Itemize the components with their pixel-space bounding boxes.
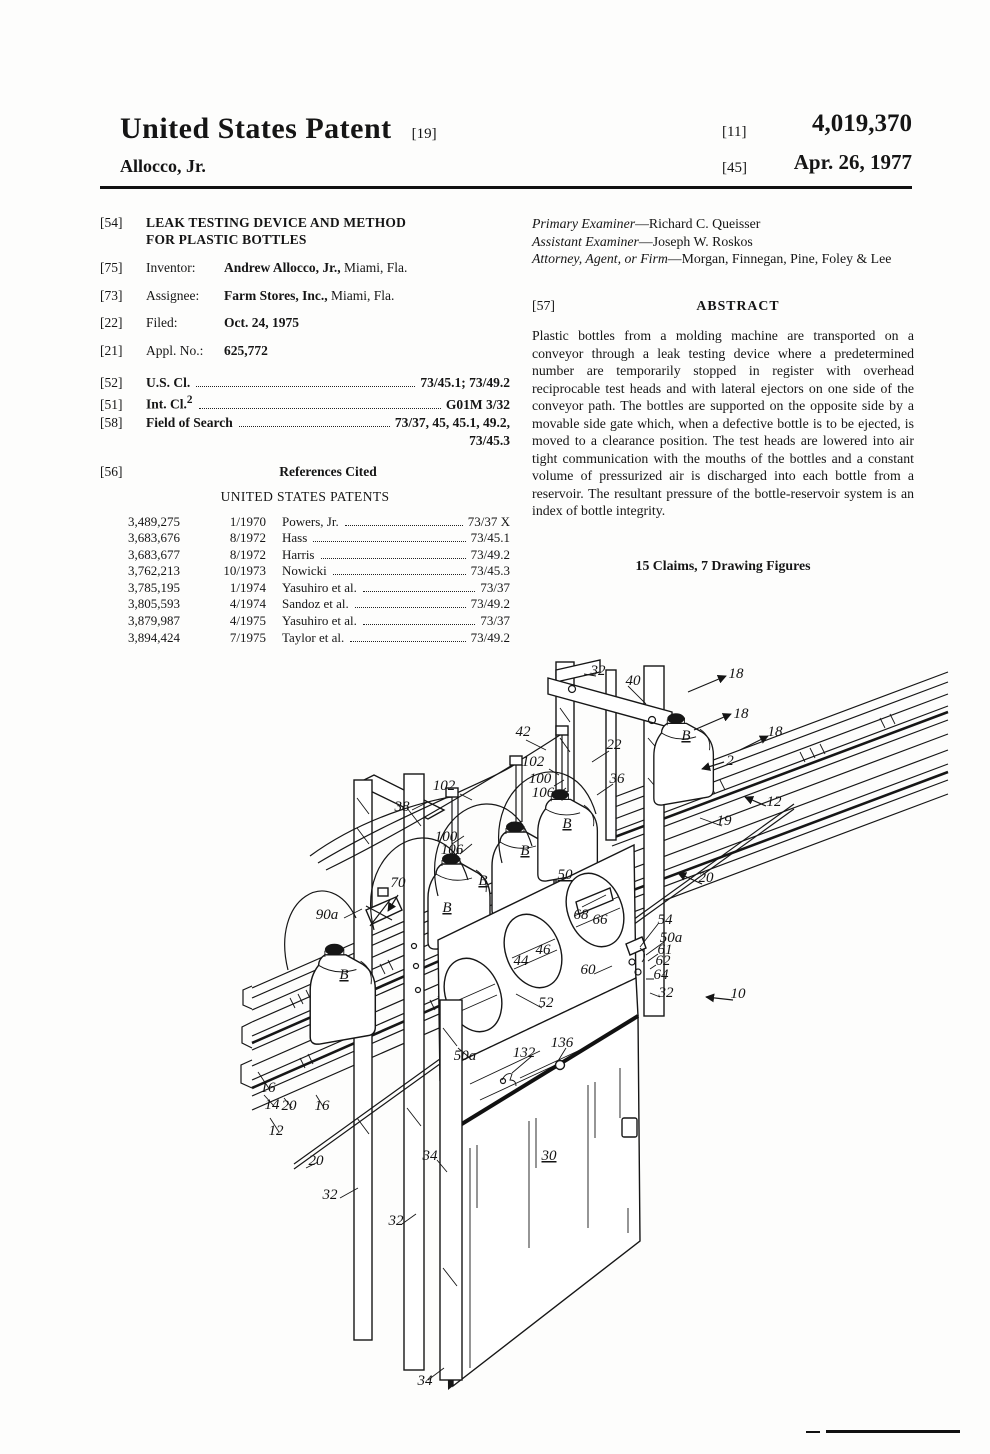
examiner-lines (532, 215, 914, 268)
patent-title-line (120, 112, 437, 146)
examiner-label: Primary Examiner (532, 216, 636, 231)
field-value-bold: 625,772 (224, 342, 268, 358)
references-subtitle: UNITED STATES PATENTS (220, 488, 390, 504)
figure-label: B (562, 816, 572, 832)
reference-number: 3,683,677 (128, 546, 180, 562)
patent-number: 4,019,370 (812, 110, 912, 137)
figure-label: 20 (698, 870, 714, 886)
reference-name: Taylor et al. (282, 629, 345, 645)
header-rule (100, 186, 912, 189)
figure-label: 61 (657, 942, 673, 958)
figure-label: 32 (658, 985, 674, 1001)
figure-label: 16 (260, 1080, 276, 1096)
reference-name: Yasuhiro et al. (282, 579, 357, 595)
bibliographic-field-row (100, 287, 510, 304)
reference-name: Hass (282, 530, 308, 546)
invention-title: LEAK TESTING DEVICE AND METHOD FOR PLASTIC BOTTLES (146, 215, 407, 247)
dotted-leader (363, 580, 476, 592)
field-tag: [57] (532, 297, 555, 313)
field-label: Inventor: (146, 260, 196, 275)
field-tag: [54] (100, 215, 123, 230)
figure-label: 34 (422, 1148, 438, 1164)
figure-label: B (681, 728, 691, 744)
dotted-leader (345, 514, 463, 526)
reference-row (100, 613, 510, 630)
figure-label: 50a (659, 930, 683, 946)
reference-class: 73/37 (480, 613, 510, 629)
reference-name: Harris (282, 546, 315, 562)
figure-label: 90a (315, 907, 339, 923)
examiner-line (532, 215, 914, 233)
reference-row (100, 630, 510, 647)
bibliographic-field-row (100, 259, 510, 276)
reference-number: 3,805,593 (128, 596, 180, 612)
field-value-rest: Miami, Fla. (327, 287, 395, 303)
reference-row (100, 563, 510, 580)
classification-value: 73/37, 45, 45.1, 49.2, (394, 414, 510, 430)
dotted-leader (196, 375, 415, 387)
figure-label: B (339, 967, 349, 983)
footer-rule (826, 1430, 960, 1433)
dotted-leader (350, 630, 465, 642)
field-tag: [58] (100, 414, 123, 430)
figure-label: 100 (528, 771, 552, 787)
reference-date: 1/1974 (229, 579, 266, 595)
classification-value: 73/45.1; 73/49.2 (420, 375, 510, 390)
references-title: References Cited (279, 463, 377, 479)
classification-row (100, 374, 510, 391)
field-value-bold: Andrew Allocco, Jr., (224, 260, 341, 275)
reference-number: 3,489,275 (128, 513, 180, 529)
classification-label: Int. Cl.$^2$ (146, 394, 193, 412)
field-value (224, 342, 268, 359)
classification-value-wrap: 73/45.3 (469, 432, 510, 448)
field-label: Assignee: (146, 287, 200, 303)
kind-code-tag: [19] (411, 126, 437, 142)
classification-label: U.S. Cl. (146, 375, 191, 390)
figure-label: 22 (606, 737, 622, 753)
reference-date: 4/1975 (229, 613, 266, 629)
dotted-leader (363, 613, 476, 625)
figure-label: 100 (434, 829, 458, 845)
field-tag: [52] (100, 375, 123, 390)
field-tag: [73] (100, 287, 123, 303)
field-value-bold: Farm Stores, Inc., (224, 287, 328, 303)
examiner-line (532, 250, 914, 268)
reference-number: 3,879,987 (128, 613, 180, 629)
reference-number: 3,683,676 (128, 530, 180, 546)
field-value-bold: Oct. 24, 1975 (224, 315, 299, 330)
reference-date: 1/1970 (229, 513, 266, 529)
figure-label: 18 (767, 724, 783, 740)
figure-label: 36 (609, 771, 625, 787)
field-tag: [21] (100, 342, 123, 358)
reference-date: 10/1973 (223, 563, 266, 579)
frame-posts-left (354, 774, 444, 1370)
number-tag: [11] (722, 124, 747, 140)
figure-label: 50 (557, 867, 573, 883)
field-value (224, 287, 394, 304)
figure-label: 132 (512, 1045, 536, 1061)
field-value-rest: Miami, Fla. (340, 260, 408, 275)
abstract-text: Plastic bottles from a molding machine are transported on a conveyor through a leak testing device where a predetermined number are temporarily stopped in register with overhead reciprocable test heads and with lateral ejectors on one side of the conveyor path. The bottles are supported on the opposite side by a movable side gate which, when a defective bottle is to be ejected, is moved to a clearance position. The test heads are lowered into air tight communication with the mouths of the bottles and a constant volume of pressurized air is discharged into each bottle from a reservoir. The resultant pressure of the bottle-reservoir system is an index of bottle integrity. (532, 328, 914, 518)
figure-label: 44 (513, 953, 529, 969)
classification-label: Field of Search (146, 414, 233, 430)
classification-value: G01M 3/32 (445, 396, 510, 412)
figure-label: 42 (515, 724, 531, 740)
figure-label: 12 (766, 794, 782, 810)
examiner-label: Attorney, Agent, or Firm (532, 251, 668, 266)
reference-class: 73/49.2 (470, 546, 510, 562)
references-table (100, 514, 510, 647)
examiner-value: —Joseph W. Roskos (638, 233, 753, 249)
dotted-leader (239, 415, 390, 427)
figure-label: 18 (733, 706, 749, 722)
reference-row (100, 514, 510, 531)
patent-office-title: United States Patent (120, 112, 392, 145)
reference-name: Powers, Jr. (282, 513, 339, 529)
reference-name: Sandoz et al. (282, 596, 349, 612)
field-tag: [51] (100, 396, 123, 412)
dotted-leader (321, 547, 466, 559)
figure-label: 19 (716, 813, 732, 829)
figure-label: 70 (390, 875, 406, 891)
reference-name: Nowicki (282, 563, 327, 579)
reference-class: 73/49.2 (470, 629, 510, 645)
reference-class: 73/45.3 (470, 563, 510, 579)
figure-label: 38 (394, 799, 410, 815)
cabinet-handle (622, 1118, 637, 1137)
bibliographic-field-row (100, 314, 510, 331)
reference-number: 3,894,424 (128, 629, 180, 645)
reference-row (100, 596, 510, 613)
reference-row (100, 580, 510, 597)
classification-row (100, 414, 510, 431)
reference-number: 3,785,195 (128, 579, 180, 595)
figure-label: 40 (625, 673, 641, 689)
date-tag: [45] (722, 160, 747, 176)
figure-label: 16 (314, 1098, 330, 1114)
field-value (224, 314, 299, 331)
invention-title-row (100, 214, 510, 248)
field-label: Appl. No.: (146, 342, 204, 358)
bibliographic-column (100, 214, 510, 646)
bibliographic-fields (100, 259, 510, 359)
examiner-label: Assistant Examiner (532, 233, 639, 249)
figure-label: 18 (728, 666, 744, 682)
figure-label: 106 (531, 785, 555, 801)
figure-label: 34 (417, 1373, 433, 1389)
dotted-leader (199, 397, 441, 409)
figure-label: 102 (521, 754, 545, 770)
field-value (224, 259, 407, 276)
examiner-line (532, 233, 914, 251)
figure-label: 54 (657, 912, 673, 928)
examiner-value: —Morgan, Finnegan, Pine, Foley & Lee (667, 251, 892, 266)
figure-label: 50a (453, 1048, 477, 1064)
field-tag: [75] (100, 260, 123, 275)
figure-label: 30 (541, 1148, 557, 1164)
dotted-leader (355, 596, 466, 608)
figure-label: 32 (590, 663, 606, 679)
figure-label: 2 (726, 753, 734, 769)
classification-fields (100, 374, 510, 449)
claims-line: 15 Claims, 7 Drawing Figures (635, 557, 811, 573)
examiner-value: —Richard C. Queisser (635, 216, 761, 231)
figure-label: 68 (573, 907, 589, 923)
abstract-header-row (532, 297, 914, 315)
figure-label: 60 (580, 962, 596, 978)
reference-class: 73/37 X (467, 513, 510, 529)
applicant-name: Allocco, Jr. (120, 156, 206, 176)
reference-class: 73/37 (480, 579, 510, 595)
abstract-column (532, 215, 914, 574)
figure-label: 66 (592, 912, 608, 928)
figure-label: 46 (535, 942, 551, 958)
patent-date: Apr. 26, 1977 (793, 150, 912, 174)
dotted-leader (313, 530, 465, 542)
figure-label: 14 (264, 1097, 280, 1113)
reference-name: Yasuhiro et al. (282, 613, 357, 629)
reference-class: 73/45.1 (470, 530, 510, 546)
figure-label: 32 (322, 1187, 338, 1203)
reference-number: 3,762,213 (128, 563, 180, 579)
dotted-leader (333, 563, 466, 575)
footer-rule-dash (806, 1431, 820, 1433)
bibliographic-field-row (100, 342, 510, 359)
figure-label: 12 (268, 1123, 284, 1139)
fitting (556, 1061, 565, 1070)
figure-label: 20 (308, 1153, 324, 1169)
reference-row (100, 547, 510, 564)
figure-label: 106 (440, 842, 464, 858)
figure-label: 102 (432, 778, 456, 794)
figure-label: B (478, 873, 488, 889)
patent-figure (0, 648, 990, 1454)
classification-row (100, 392, 510, 413)
figure-label: 136 (550, 1035, 574, 1051)
field-label: Filed: (146, 315, 178, 330)
figure-label: 64 (653, 967, 669, 983)
figure-label: 20 (281, 1098, 297, 1114)
abstract-title: ABSTRACT (696, 297, 780, 313)
reference-row (100, 530, 510, 547)
figure-label: B (520, 843, 530, 859)
classification-sup: 2 (186, 394, 193, 406)
field-tag: [22] (100, 315, 123, 330)
reference-date: 7/1975 (229, 629, 266, 645)
figure-label: 52 (538, 995, 554, 1011)
reference-date: 8/1972 (229, 546, 266, 562)
figure-label: 62 (655, 953, 671, 969)
figure-label: 10 (730, 986, 746, 1002)
reference-class: 73/49.2 (470, 596, 510, 612)
figure-label: B (442, 900, 452, 916)
figure-label: 32 (388, 1213, 404, 1229)
field-tag: [56] (100, 463, 123, 479)
reference-date: 8/1972 (229, 530, 266, 546)
reference-date: 4/1974 (229, 596, 266, 612)
references-header-row (100, 463, 510, 480)
